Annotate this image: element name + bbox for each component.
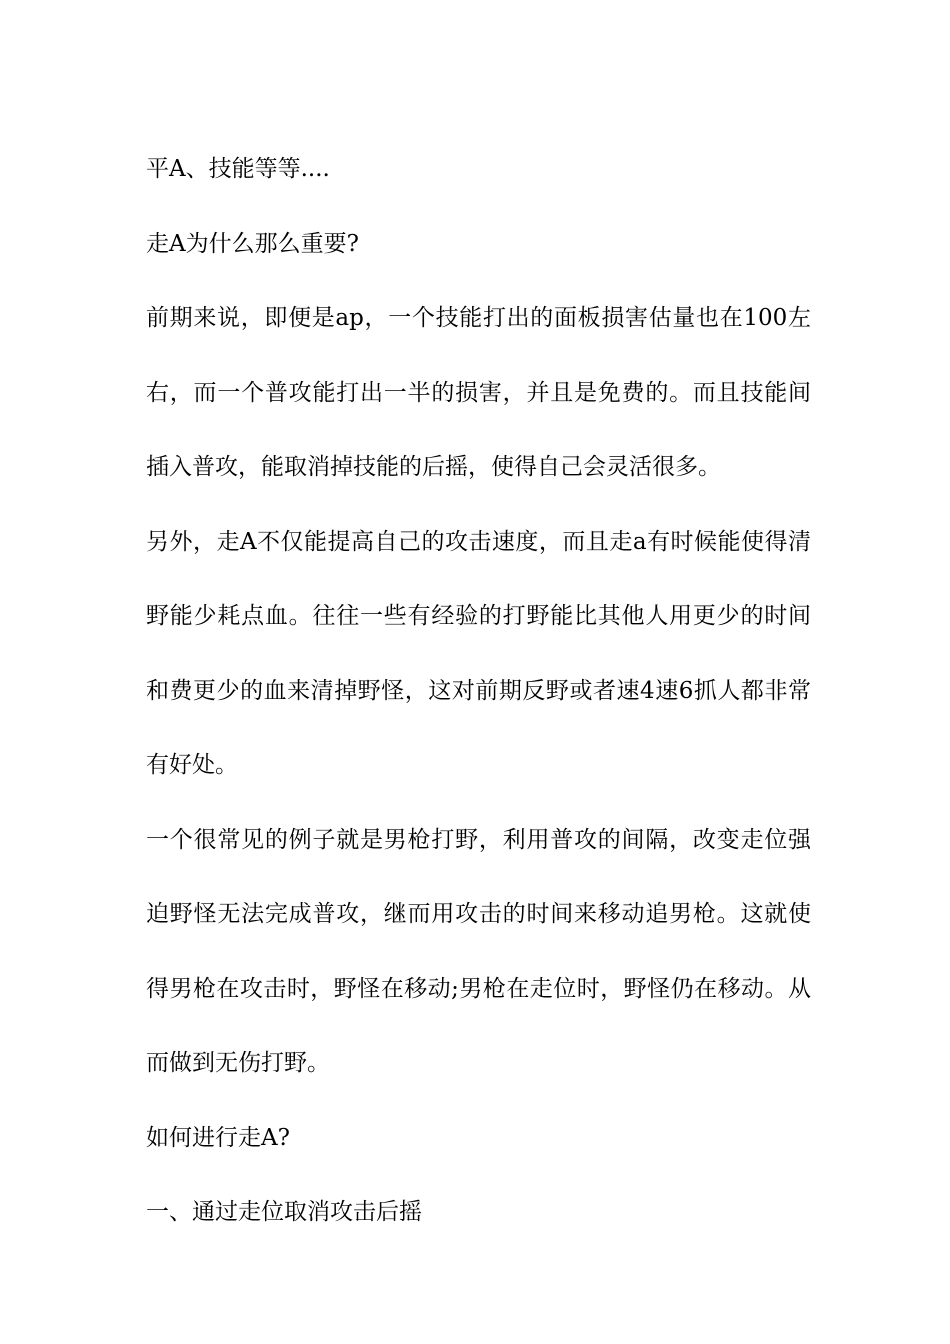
paragraph-intro-fragment: 平A、技能等等.... (146, 156, 330, 182)
subheading-cancel-backswing: 一、通过走位取消攻击后摇 (146, 1199, 422, 1225)
paragraph-graves-example: 一个很常见的例子就是男枪打野，利用普攻的间隔，改变走位强迫野怪无法完成普攻，继而用攻击的时间来移动追男枪。这就使得男枪在攻击时，野怪在移动;男枪在走位时，野怪仍在移动。从而做到无伤打野。 (146, 826, 811, 1076)
document-body (146, 132, 811, 1250)
paragraph-attack-speed: 另外，走A不仅能提高自己的攻击速度，而且走a有时候能使得清野能少耗点血。往往一些有经验的打野能比其他人用更少的时间和费更少的血来清掉野怪，这对前期反野或者速4速6抓人都非常有好处。 (146, 528, 811, 778)
heading-why-kite: 走A为什么那么重要? (146, 230, 359, 257)
heading-how-to-kite: 如何进行走A? (146, 1124, 290, 1151)
paragraph-early-game: 前期来说，即便是ap，一个技能打出的面板损害估量也在100左右，而一个普攻能打出一半的损害，并且是免费的。而且技能间插入普攻，能取消掉技能的后摇，使得自己会灵活很多。 (146, 305, 811, 480)
